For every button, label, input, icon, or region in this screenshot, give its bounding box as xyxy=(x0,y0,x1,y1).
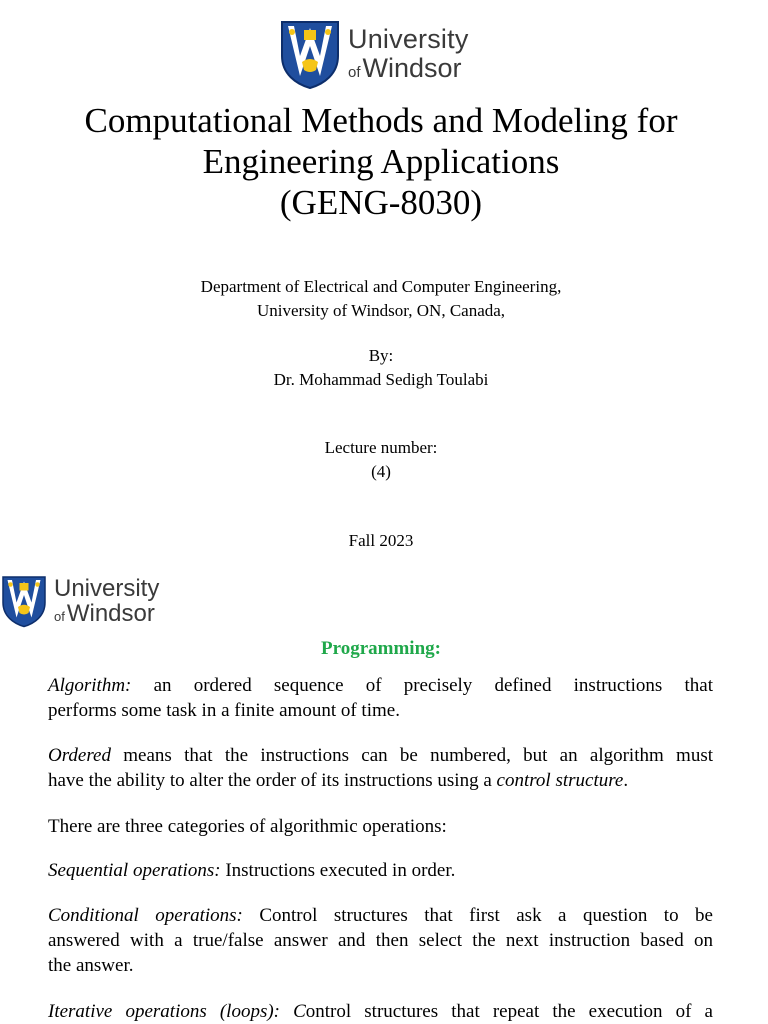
logo-of-text: of xyxy=(348,64,361,81)
logo-windsor-line xyxy=(348,55,469,82)
term-algorithm: Algorithm: xyxy=(48,675,132,696)
paragraph-algorithm xyxy=(48,673,713,723)
text-span: . xyxy=(623,770,629,791)
paragraph-line: performs some task in a finite amount of time. xyxy=(48,700,400,721)
department-line-1: Department of Electrical and Computer Engineering, xyxy=(200,277,562,296)
logo-windsor-text: Windsor xyxy=(362,53,462,83)
term-sequential: Sequential operations: xyxy=(48,860,221,881)
logo-wordmark xyxy=(54,574,160,627)
paragraph-conditional xyxy=(48,903,713,978)
term-label: Fall 2023 xyxy=(348,531,414,550)
logo-wordmark xyxy=(348,26,469,82)
logo-university-text: University xyxy=(54,574,160,602)
section-heading: Programming: xyxy=(321,638,441,659)
paragraph-iterative xyxy=(48,999,713,1024)
paragraph-line xyxy=(48,999,713,1024)
paragraph-sequential xyxy=(48,858,713,883)
paragraph-line: the answer. xyxy=(48,955,134,976)
author-block xyxy=(0,344,762,392)
paragraph-ordered xyxy=(48,743,713,793)
paragraph-line: answered with a true/false answer and then select the next instruction based on xyxy=(48,930,713,951)
logo-windsor-text: Windsor xyxy=(66,599,155,627)
term-conditional: Conditional operations: xyxy=(48,905,243,926)
department-line-2: University of Windsor, ON, Canada, xyxy=(256,301,506,320)
text-span: have the ability to alter the order of its instructions using a xyxy=(48,770,497,791)
term-control-structure: control structure xyxy=(496,770,624,791)
paragraph-categories: There are three categories of algorithmic operations: xyxy=(48,816,447,837)
term-ordered: Ordered xyxy=(48,745,111,766)
university-logo xyxy=(278,18,469,90)
title-line-3: (GENG-8030) xyxy=(279,183,483,222)
paragraph-line xyxy=(48,743,713,768)
department-block xyxy=(0,275,762,323)
university-shield-icon xyxy=(278,18,342,90)
text-span: Instructions executed in order. xyxy=(220,860,456,881)
lecture-block xyxy=(0,436,762,484)
term-text xyxy=(0,529,762,553)
by-label: By: xyxy=(368,346,394,365)
university-logo-secondary xyxy=(0,572,159,630)
logo-windsor-line xyxy=(54,599,159,627)
term-iterative: Iterative operations (loops): C xyxy=(48,1001,306,1022)
text-span: Control structures that first ask a question to be xyxy=(242,905,713,926)
author-name: Dr. Mohammad Sedigh Toulabi xyxy=(273,370,489,389)
paragraph-line xyxy=(48,903,713,928)
logo-university-text: University xyxy=(348,24,469,54)
lecture-label: Lecture number: xyxy=(324,438,438,457)
university-shield-icon xyxy=(0,572,48,630)
title-line-1: Computational Methods and Modeling for xyxy=(84,101,678,140)
title-line-2: Engineering Applications xyxy=(202,142,560,181)
logo-of-text: of xyxy=(54,608,65,624)
text-span: an ordered sequence of precisely defined instructions that xyxy=(131,675,713,696)
paragraph-line xyxy=(48,673,713,698)
slide-title xyxy=(0,100,762,223)
text-span: means that the instructions can be numbered, but an algorithm must xyxy=(110,745,713,766)
text-span: ontrol structures that repeat the execution of a xyxy=(305,1001,713,1022)
paragraph-line xyxy=(48,768,713,793)
lecture-number: (4) xyxy=(371,462,391,481)
